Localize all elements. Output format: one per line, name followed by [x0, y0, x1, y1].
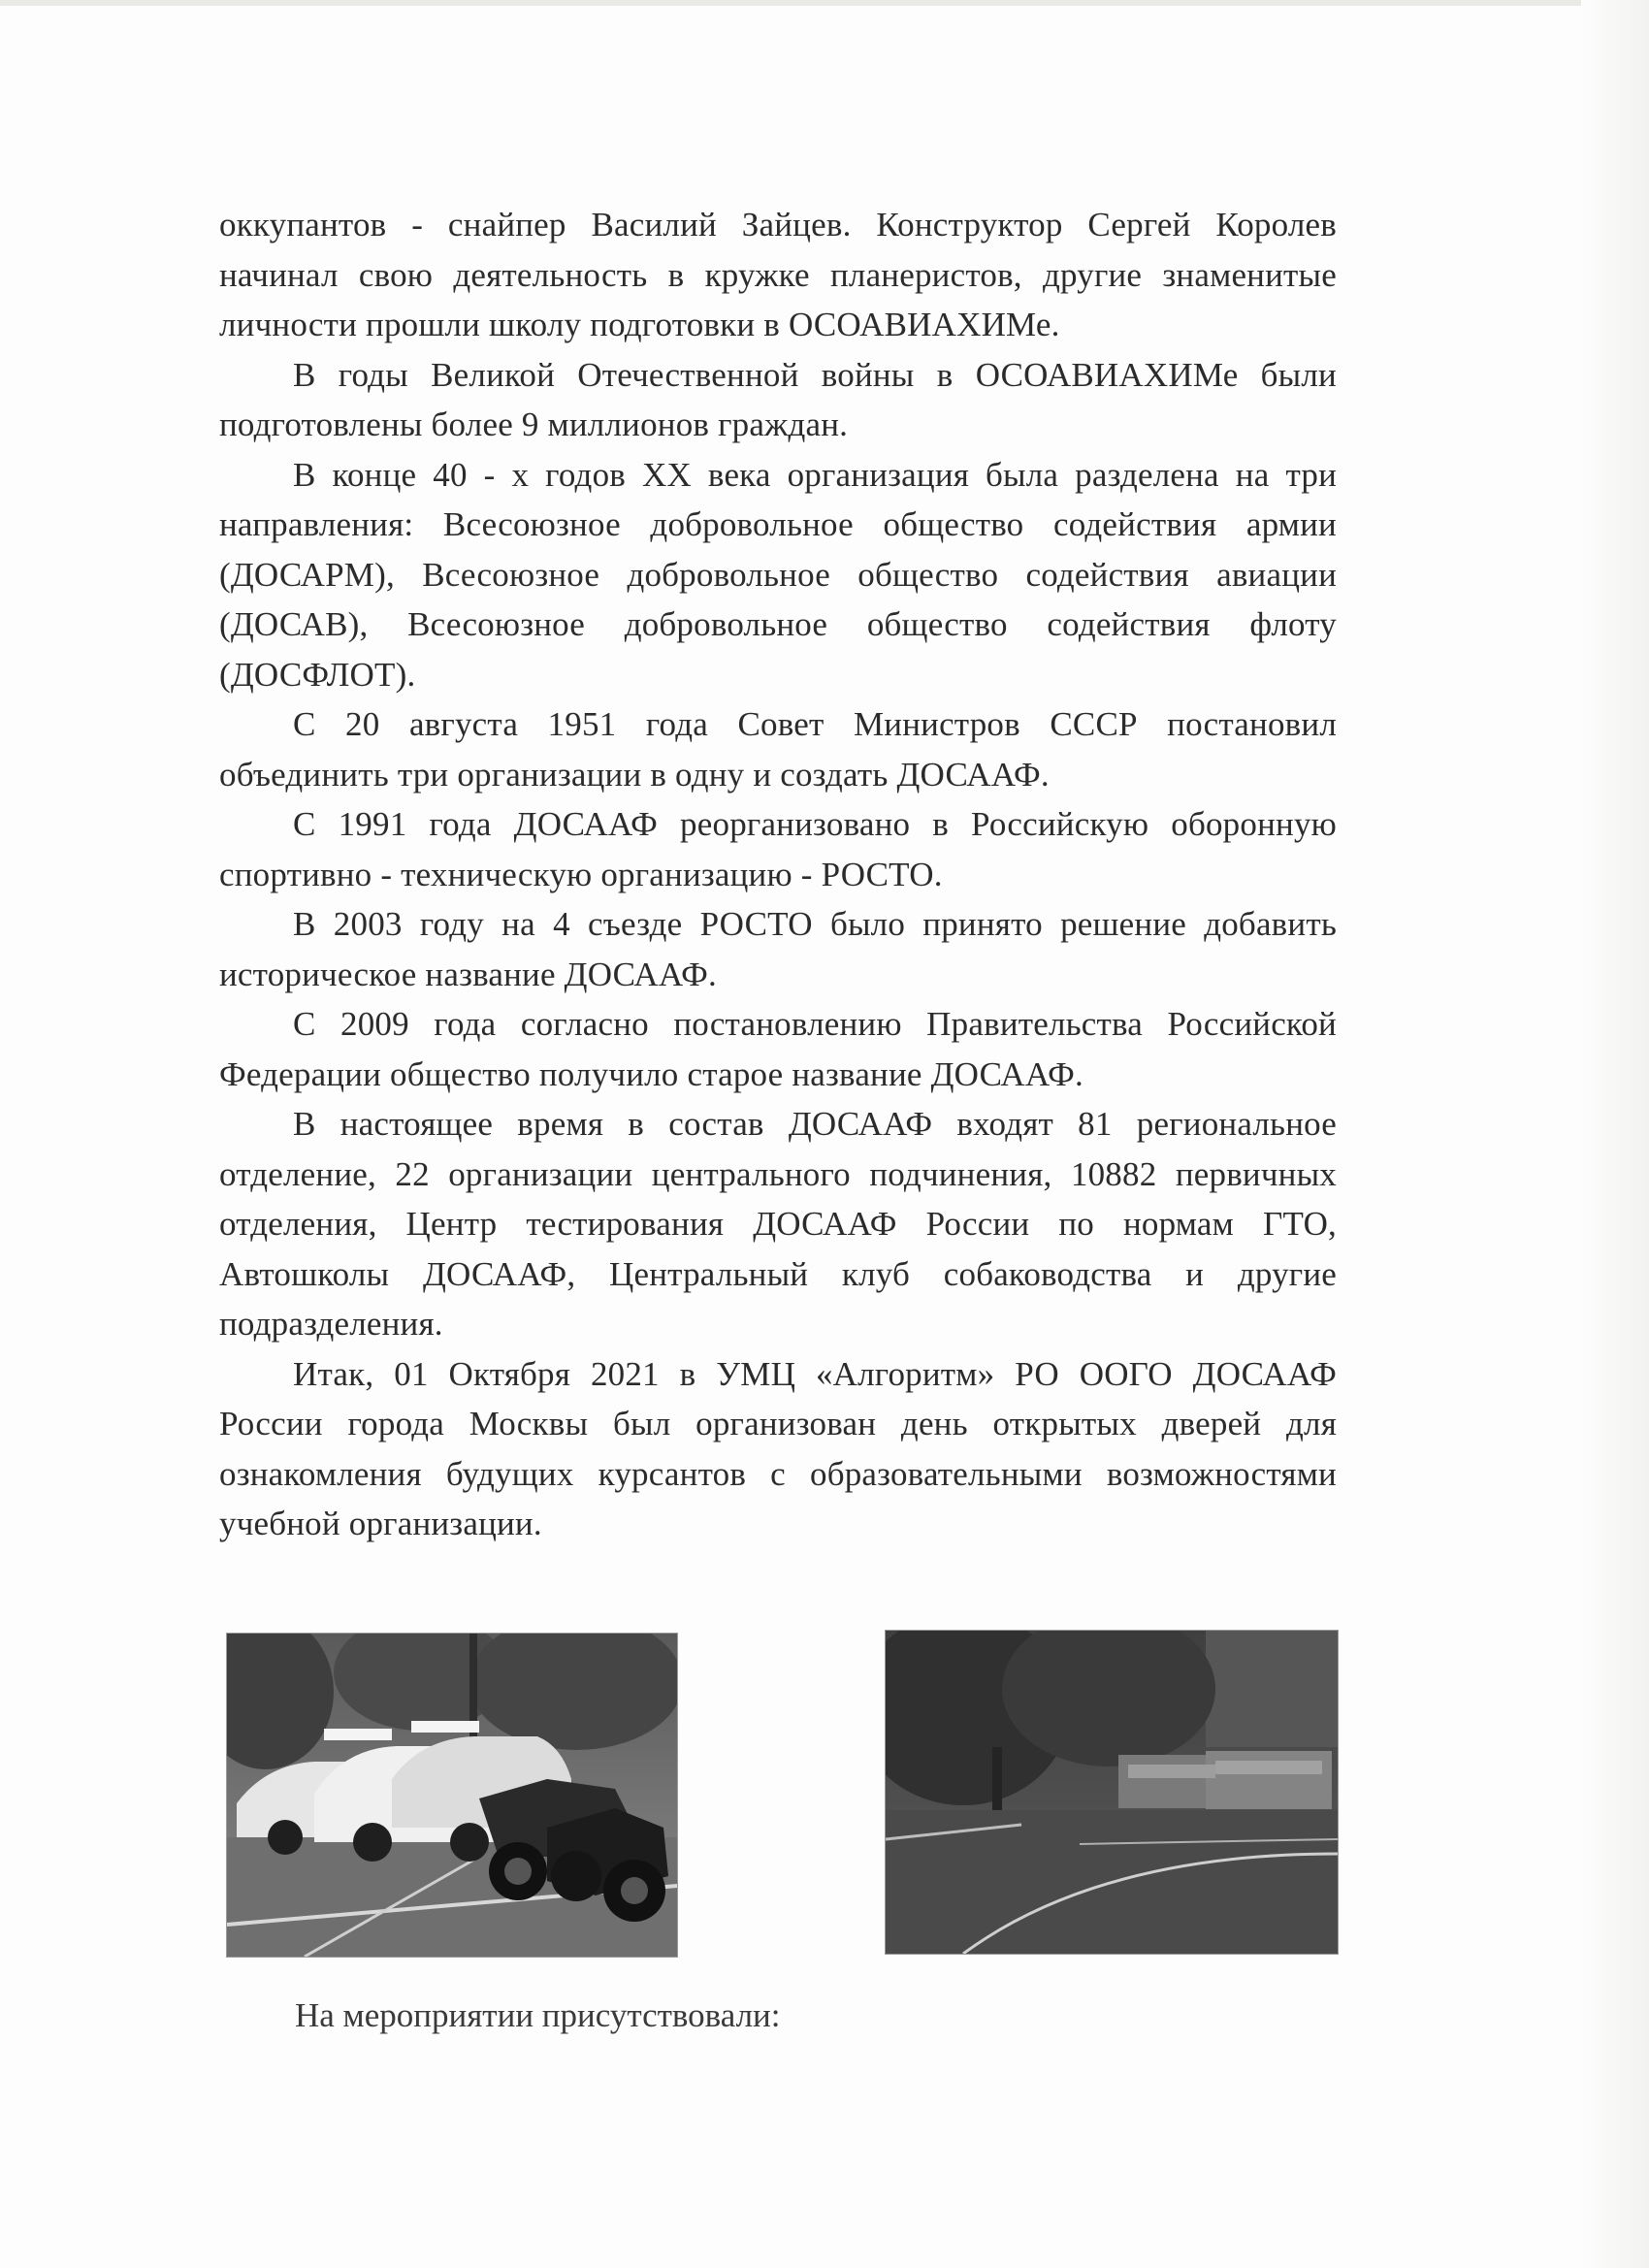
paragraph-1951: С 20 августа 1951 года Совет Министров СССР постановил объединить три организации в одну и создать ДОСААФ.	[219, 705, 1337, 794]
scan-edge-top	[0, 0, 1649, 6]
paragraph-present: В настоящее время в состав ДОСААФ входят 81 региональное отделение, 22 организации центрального подчинения, 10882 первичных отделения, Центр тестирования ДОСААФ России по нормам ГТО, Автошколы ДОСААФ, Центральный клуб собаководства и другие подразделения.	[219, 1105, 1337, 1343]
body-text	[219, 200, 1337, 1549]
paragraph-open-day: Итак, 01 Октября 2021 в УМЦ «Алгоритм» РО ООГО ДОСААФ России города Москвы был организован день открытых дверей для ознакомления будущих курсантов с образовательными возможностями учебной организации.	[219, 1354, 1337, 1542]
attendees-caption: На мероприятии присутствовали:	[295, 1996, 781, 2034]
paragraph-1991: С 1991 года ДОСААФ реорганизовано в Российскую оборонную спортивно - техническую организацию - РОСТО.	[219, 805, 1337, 893]
paragraph-2009: С 2009 года согласно постановлению Правительства Российской Федерации общество получило старое название ДОСААФ.	[219, 1005, 1337, 1093]
paragraph-war-years: В годы Великой Отечественной войны в ОСОАВИАХИМе были подготовлены более 9 миллионов граждан.	[219, 355, 1337, 443]
paragraph-three-directions: В конце 40 - х годов XX века организация была разделена на три направления: Всесоюзное добровольное общество содействия армии (ДОСАРМ), Всесоюзное добровольное общество содействия авиации (ДОСАВ), Всесоюзное добровольное общество содействия флоту (ДОСФЛОТ).	[219, 455, 1337, 694]
photo-training-ground	[885, 1630, 1339, 1955]
paragraph-continuation: оккупантов - снайпер Василий Зайцев. Конструктор Сергей Королев начинал свою деятельность в кружке планеристов, другие знаменитые личности прошли школу подготовки в ОСОАВИАХИМе.	[219, 206, 1337, 343]
photo-parked-vehicles	[226, 1633, 678, 1958]
scan-edge-right	[1581, 0, 1649, 2268]
paragraph-2003: В 2003 году на 4 съезде РОСТО было принято решение добавить историческое название ДОСААФ.	[219, 905, 1337, 993]
